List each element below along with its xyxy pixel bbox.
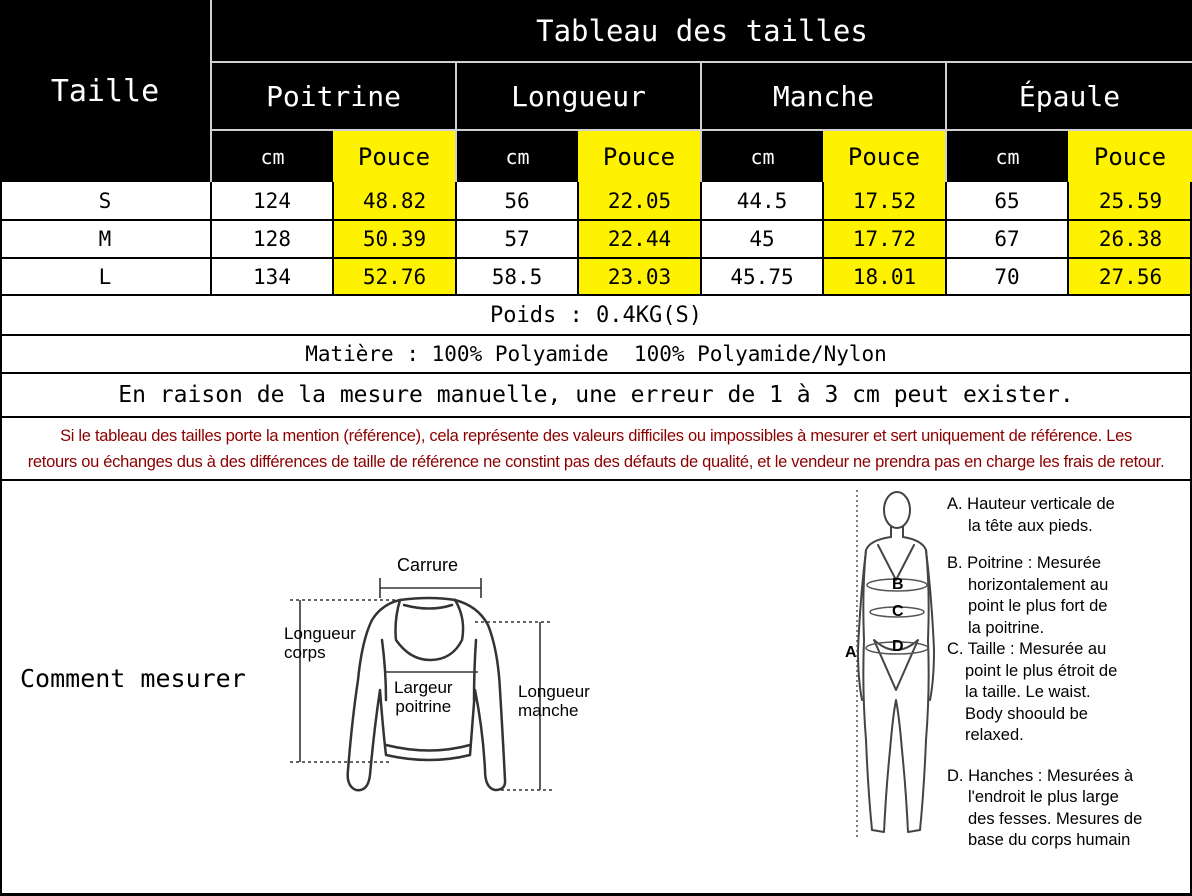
value-cell: 45: [749, 227, 775, 251]
value-cell: 25.59: [1098, 189, 1163, 213]
size-column-header: Taille: [50, 73, 160, 109]
legend-line: la taille. Le waist.: [965, 683, 1091, 701]
body-letter-d: D: [892, 638, 904, 655]
legend-line: l'endroit le plus large: [968, 788, 1119, 806]
measurement-error-note: En raison de la mesure manuelle, une erreur de 1 à 3 cm peut exister.: [118, 382, 1074, 408]
legend-line: relaxed.: [965, 726, 1024, 744]
body-diagram: [840, 485, 950, 845]
legend-line: D. Hanches : Mesurées à: [947, 766, 1134, 785]
label-line: Largeur: [394, 678, 453, 697]
value-cell: 128: [253, 227, 291, 251]
legend-line: point le plus fort de: [968, 597, 1108, 615]
label-line: Longueur: [284, 624, 356, 643]
chest-line: [878, 545, 914, 580]
legend-line: base du corps humain: [968, 831, 1131, 849]
label-line: Longueur: [518, 682, 590, 701]
value-cell: 22.44: [607, 227, 672, 251]
unit-inch: Pouce: [823, 131, 945, 182]
legend-item-c: [947, 639, 1187, 747]
legend-line: la poitrine.: [968, 618, 1045, 637]
legend-line: la tête aux pieds.: [968, 516, 1093, 535]
legend-line: A. Hauteur verticale de: [947, 495, 1115, 513]
legend-line: C. Taille : Mesurée au: [947, 640, 1107, 658]
value-cell: 67: [994, 227, 1020, 251]
table-title: Tableau des tailles: [536, 14, 868, 48]
value-cell: 18.01: [852, 264, 917, 289]
unit-cm: cm: [260, 144, 285, 169]
material-info: Matière : 100% Polyamide 100% Polyamide/Nylon: [305, 342, 887, 366]
value-cell: 44.5: [736, 189, 788, 213]
legend-line: B. Poitrine : Mesurée: [947, 554, 1102, 572]
label-line: manche: [518, 701, 579, 720]
body-letter-b: B: [892, 576, 904, 593]
value-cell: 57: [504, 227, 530, 251]
value-cell: 48.82: [362, 189, 427, 213]
weight-info: Poids : 0.4KG(S): [490, 302, 702, 328]
legend-item-b: [947, 553, 1187, 639]
unit-cm: cm: [505, 144, 530, 169]
legend-line: des fesses. Mesures de: [968, 809, 1143, 828]
body-legend: [947, 494, 1187, 852]
disclaimer-line: retours ou échanges dus à des différences de taille de référence ne constint pas des défauts de qualité, et le vendeur ne prendra pas en charge les frais de retour.: [27, 453, 1165, 471]
row-divider: [0, 416, 1192, 418]
value-cell: 134: [253, 264, 291, 289]
value-cell: 70: [994, 264, 1020, 289]
value-cell: 17.52: [852, 189, 917, 213]
row-divider: [0, 479, 1192, 481]
chest-width-label: [394, 678, 453, 716]
label-line: poitrine: [395, 697, 452, 716]
unit-cm: cm: [995, 144, 1020, 169]
group-header-poitrine: Poitrine: [266, 79, 401, 113]
carrure-label: Carrure: [397, 555, 459, 575]
unit-inch: Pouce: [578, 131, 700, 182]
group-header-epaule: Épaule: [1018, 79, 1121, 113]
body-letter-a: A: [845, 644, 857, 661]
value-cell: 45.75: [730, 264, 794, 289]
group-header-manche: Manche: [772, 79, 875, 113]
sleeve-length-label: [518, 682, 590, 720]
body-letter-c: C: [892, 603, 904, 620]
value-cell: 17.72: [852, 227, 917, 251]
value-cell: 124: [253, 189, 291, 213]
head: [884, 492, 910, 528]
value-cell: 26.38: [1098, 227, 1163, 251]
table-border-left: [0, 182, 2, 896]
body-length-label: [284, 624, 356, 662]
value-cell: 65: [994, 189, 1020, 213]
size-cell: M: [98, 227, 112, 251]
size-cell: S: [98, 189, 112, 213]
shirt-armhole-left: [382, 640, 386, 700]
label-line: corps: [284, 643, 326, 662]
value-cell: 50.39: [362, 227, 427, 251]
disclaimer: [0, 423, 1192, 477]
how-to-measure-label: Comment mesurer: [20, 664, 246, 693]
unit-cm: cm: [750, 144, 775, 169]
group-header-longueur: Longueur: [511, 79, 646, 113]
legend-line: horizontalement au: [968, 575, 1109, 594]
legend-line: Body shoould be: [965, 704, 1088, 723]
value-cell: 22.05: [607, 189, 672, 213]
legend-item-d: [947, 766, 1187, 852]
shirt-diagram: [270, 540, 610, 800]
legend-line: point le plus étroit de: [965, 661, 1118, 680]
shirt-collar-inner: [404, 605, 452, 609]
size-cell: L: [98, 264, 112, 289]
value-cell: 23.03: [607, 264, 672, 289]
value-cell: 52.76: [362, 264, 427, 289]
unit-inch: Pouce: [1068, 131, 1192, 182]
unit-inch: Pouce: [333, 131, 455, 182]
legend-item-a: [947, 494, 1187, 537]
value-cell: 58.5: [491, 264, 543, 289]
value-cell: 56: [504, 189, 530, 213]
value-cell: 27.56: [1098, 264, 1163, 289]
disclaimer-line: Si le tableau des tailles porte la mention (référence), cela représente des valeurs difficiles ou impossibles à mesurer et sert uniquement de référence. Les: [60, 427, 1132, 445]
shirt-hem: [386, 745, 470, 751]
